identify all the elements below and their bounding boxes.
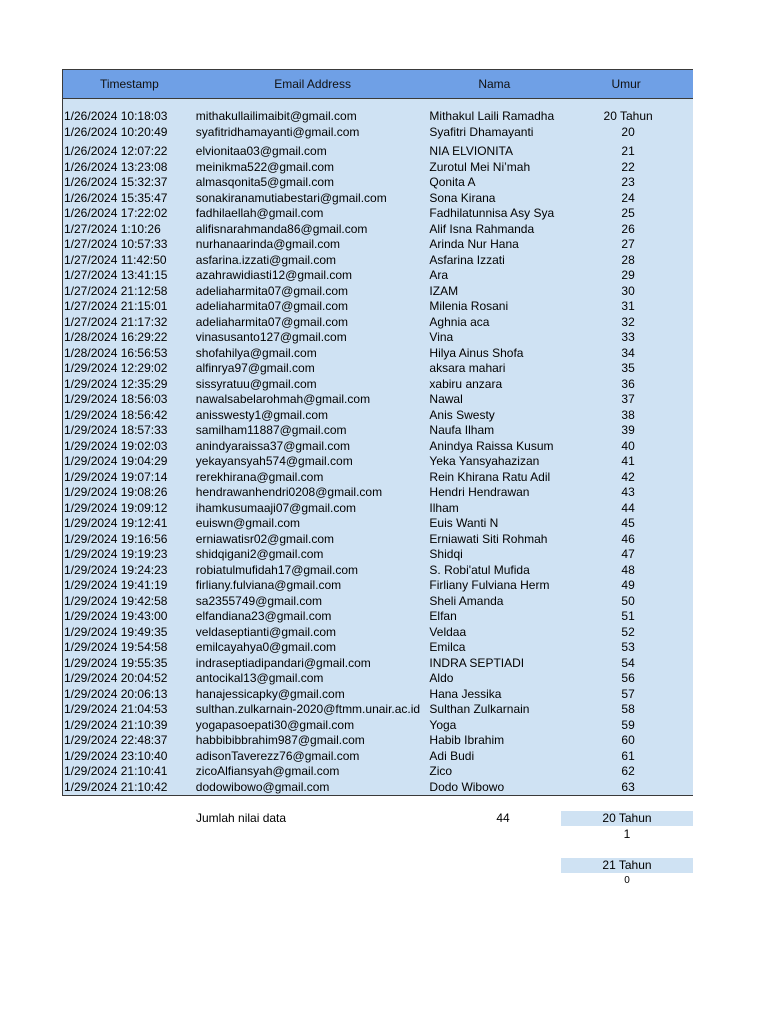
table-row <box>63 315 693 331</box>
nama-cell: Ara <box>429 268 449 282</box>
nama-cell: IZAM <box>429 283 459 298</box>
table-body <box>62 99 693 796</box>
email-cell: azahrawidiasti12@gmail.com <box>195 268 353 282</box>
timestamp-cell: 1/27/2024 11:42:50 <box>64 252 167 267</box>
table-row <box>63 125 693 141</box>
email-cell: elvionitaa03@gmail.com <box>195 144 327 158</box>
umur-cell: 58 <box>621 702 635 716</box>
header-nama: Nama <box>478 77 511 91</box>
table-row <box>63 702 693 718</box>
umur-cell: 37 <box>621 392 635 406</box>
umur-cell: 31 <box>621 299 635 313</box>
umur-cell: 33 <box>621 330 635 344</box>
timestamp-cell: 1/29/2024 19:12:41 <box>64 516 168 530</box>
header-timestamp: Timestamp <box>99 77 159 91</box>
nama-cell: S. Robi'atul Mufida <box>429 562 530 577</box>
umur-cell: 26 <box>621 221 635 236</box>
table-row <box>63 594 693 610</box>
timestamp-cell: 1/29/2024 22:48:37 <box>64 733 168 747</box>
spreadsheet-table <box>62 69 693 796</box>
timestamp-cell: 1/29/2024 21:10:42 <box>64 779 168 794</box>
nama-cell: Naufa Ilham <box>429 423 495 437</box>
umur-cell: 38 <box>621 407 635 422</box>
nama-cell: Emilca <box>429 640 466 654</box>
email-cell: alfinrya97@gmail.com <box>195 361 315 375</box>
nama-cell: Veldaa <box>429 624 467 639</box>
timestamp-cell: 1/29/2024 20:06:13 <box>64 686 168 701</box>
umur-cell: 20 <box>621 124 635 139</box>
umur-cell: 43 <box>621 485 635 499</box>
table-row <box>63 439 693 455</box>
email-cell: yogapasoepati30@gmail.com <box>195 717 355 732</box>
table-header-row <box>62 69 693 99</box>
nama-cell: Aldo <box>429 671 454 685</box>
umur-cell: 20 Tahun <box>603 109 653 123</box>
nama-cell: Yoga <box>429 717 457 732</box>
email-cell: hanajessicapky@gmail.com <box>195 686 345 701</box>
email-cell: sulthan.zulkarnain-2020@ftmm.unair.ac.id <box>195 702 421 716</box>
table-rows <box>62 99 693 796</box>
email-cell: emilcayahya0@gmail.com <box>195 640 337 654</box>
table-row <box>63 361 693 377</box>
umur-cell: 36 <box>621 376 635 391</box>
umur-cell: 22 <box>621 159 635 174</box>
email-cell: meinikma522@gmail.com <box>195 159 335 174</box>
email-cell: erniawatisr02@gmail.com <box>195 531 335 546</box>
timestamp-cell: 1/29/2024 19:24:23 <box>64 562 168 577</box>
summary-value: 44 <box>496 811 510 825</box>
table-row <box>63 268 693 284</box>
table-row <box>63 485 693 501</box>
timestamp-cell: 1/26/2024 15:32:37 <box>64 175 168 189</box>
nama-cell: Habib Ibrahim <box>429 733 505 747</box>
umur-cell: 47 <box>621 547 635 561</box>
email-cell: samilham11887@gmail.com <box>195 423 347 437</box>
timestamp-cell: 1/29/2024 19:09:12 <box>64 500 168 515</box>
umur-cell: 48 <box>621 562 635 577</box>
timestamp-cell: 1/26/2024 17:22:02 <box>64 206 168 220</box>
email-cell: adeliaharmita07@gmail.com <box>195 299 349 313</box>
umur-cell: 29 <box>621 268 635 282</box>
nama-cell: Ilham <box>429 500 459 515</box>
umur-cell: 61 <box>621 748 635 763</box>
email-cell: indraseptiadipandari@gmail.com <box>195 655 371 670</box>
timestamp-cell: 1/29/2024 19:49:35 <box>64 624 168 639</box>
timestamp-cell: 1/29/2024 19:02:03 <box>64 438 168 453</box>
table-row <box>63 718 693 734</box>
email-cell: fadhilaellah@gmail.com <box>195 206 324 220</box>
umur-cell: 59 <box>621 717 635 732</box>
email-cell: nurhanaarinda@gmail.com <box>195 237 341 251</box>
nama-cell: aksara mahari <box>429 361 506 375</box>
timestamp-cell: 1/29/2024 19:08:26 <box>64 485 168 499</box>
email-cell: anisswesty1@gmail.com <box>195 407 329 422</box>
timestamp-cell: 1/26/2024 12:07:22 <box>64 144 168 158</box>
umur-cell: 40 <box>621 438 635 453</box>
email-cell: veldaseptianti@gmail.com <box>195 624 337 639</box>
umur-cell: 35 <box>621 361 635 375</box>
table-row <box>63 687 693 703</box>
nama-cell: Hendri Hendrawan <box>429 485 530 499</box>
email-cell: sonakiranamutiabestari@gmail.com <box>195 190 387 205</box>
timestamp-cell: 1/28/2024 16:29:22 <box>64 330 168 344</box>
nama-cell: Zurotul Mei Ni’mah <box>429 159 531 174</box>
nama-cell: Syafitri Dhamayanti <box>429 124 534 139</box>
timestamp-cell: 1/29/2024 21:04:53 <box>64 702 168 716</box>
nama-cell: Vina <box>429 330 454 344</box>
umur-cell: 34 <box>621 345 635 360</box>
timestamp-cell: 1/26/2024 10:18:03 <box>64 109 168 123</box>
email-cell: euiswn@gmail.com <box>195 516 301 530</box>
table-row <box>63 733 693 749</box>
group-count-21: 0 <box>624 875 630 886</box>
table-row <box>63 144 693 160</box>
umur-cell: 30 <box>621 283 635 298</box>
nama-cell: Euis Wanti N <box>429 516 499 530</box>
header-email: Email Address <box>274 77 351 91</box>
table-row <box>63 109 693 125</box>
table-row <box>63 470 693 486</box>
summary-label: Jumlah nilai data <box>196 811 287 825</box>
umur-cell: 57 <box>621 686 635 701</box>
table-row <box>63 749 693 765</box>
email-cell: shidqigani2@gmail.com <box>195 547 324 561</box>
nama-cell: Dodo Wibowo <box>429 779 505 794</box>
timestamp-cell: 1/27/2024 13:41:15 <box>64 268 168 282</box>
nama-cell: Firliany Fulviana Herm <box>429 578 550 592</box>
table-row <box>63 532 693 548</box>
group-count-20: 1 <box>623 827 631 841</box>
timestamp-cell: 1/29/2024 19:55:35 <box>64 655 168 670</box>
email-cell: antocikal13@gmail.com <box>195 671 324 685</box>
timestamp-cell: 1/29/2024 19:41:19 <box>64 578 168 592</box>
table-row <box>63 780 693 796</box>
email-cell: habbibibbrahim987@gmail.com <box>195 733 365 747</box>
timestamp-cell: 1/29/2024 20:04:52 <box>64 671 168 685</box>
table-row <box>63 222 693 238</box>
table-row <box>63 346 693 362</box>
umur-cell: 53 <box>621 640 635 654</box>
table-row <box>63 191 693 207</box>
email-cell: asfarina.izzati@gmail.com <box>195 252 337 267</box>
timestamp-cell: 1/29/2024 19:42:58 <box>64 593 168 608</box>
timestamp-cell: 1/29/2024 19:04:29 <box>64 454 168 468</box>
nama-cell: Asfarina Izzati <box>429 252 505 267</box>
email-cell: yekayansyah574@gmail.com <box>195 454 353 468</box>
table-row <box>63 578 693 594</box>
timestamp-cell: 1/29/2024 19:16:56 <box>64 531 168 546</box>
group-label-21: 21 Tahun <box>561 858 693 873</box>
nama-cell: NIA ELVIONITA <box>429 144 513 158</box>
umur-cell: 42 <box>621 469 635 484</box>
table-row <box>63 501 693 517</box>
nama-cell: Yeka Yansyahazizan <box>429 454 540 468</box>
group-label-20: 20 Tahun <box>561 811 693 826</box>
umur-cell: 24 <box>621 190 635 205</box>
table-row <box>63 284 693 300</box>
nama-cell: Shidqi <box>429 547 463 561</box>
nama-cell: Rein Khirana Ratu Adil <box>429 469 551 484</box>
email-cell: dodowibowo@gmail.com <box>195 779 330 794</box>
umur-cell: 39 <box>621 423 635 437</box>
table-row <box>63 516 693 532</box>
nama-cell: Nawal <box>429 392 463 406</box>
timestamp-cell: 1/26/2024 15:35:47 <box>64 190 168 205</box>
umur-cell: 45 <box>621 516 635 530</box>
timestamp-cell: 1/29/2024 19:07:14 <box>64 469 168 484</box>
umur-cell: 49 <box>621 578 635 592</box>
table-row <box>63 175 693 191</box>
nama-cell: Elfan <box>429 609 457 623</box>
nama-cell: Anis Swesty <box>429 407 495 422</box>
timestamp-cell: 1/29/2024 18:56:03 <box>64 392 168 406</box>
email-cell: shofahilya@gmail.com <box>195 345 317 360</box>
email-cell: adeliaharmita07@gmail.com <box>195 314 349 329</box>
timestamp-cell: 1/29/2024 21:10:41 <box>64 764 168 778</box>
table-row <box>63 299 693 315</box>
timestamp-cell: 1/27/2024 21:12:58 <box>64 283 168 298</box>
timestamp-cell: 1/29/2024 18:57:33 <box>64 423 168 437</box>
email-cell: hendrawanhendri0208@gmail.com <box>195 485 383 499</box>
table-row <box>63 656 693 672</box>
table-row <box>63 671 693 687</box>
umur-cell: 27 <box>621 237 635 251</box>
email-cell: anindyaraissa37@gmail.com <box>195 438 351 453</box>
timestamp-cell: 1/27/2024 10:57:33 <box>64 237 168 251</box>
table-row <box>63 563 693 579</box>
table-row <box>63 408 693 424</box>
email-cell: robiatulmufidah17@gmail.com <box>195 562 359 577</box>
email-cell: zicoAlfiansyah@gmail.com <box>195 764 340 778</box>
umur-cell: 44 <box>621 500 635 515</box>
umur-cell: 62 <box>621 764 635 778</box>
timestamp-cell: 1/29/2024 19:19:23 <box>64 547 168 561</box>
timestamp-cell: 1/29/2024 19:54:58 <box>64 640 168 654</box>
email-cell: mithakullailimaibit@gmail.com <box>195 109 357 123</box>
nama-cell: Fadhilatunnisa Asy Sya <box>429 206 555 220</box>
timestamp-cell: 1/28/2024 16:56:53 <box>64 345 168 360</box>
umur-cell: 23 <box>621 175 635 189</box>
nama-cell: INDRA SEPTIADI <box>429 655 525 670</box>
umur-cell: 54 <box>621 655 635 670</box>
nama-cell: Hilya Ainus Shofa <box>429 345 524 360</box>
nama-cell: Hana Jessika <box>429 686 502 701</box>
timestamp-cell: 1/26/2024 10:20:49 <box>64 124 168 139</box>
table-row <box>63 423 693 439</box>
umur-cell: 50 <box>621 593 635 608</box>
email-cell: sissyratuu@gmail.com <box>195 376 317 391</box>
table-row <box>63 764 693 780</box>
nama-cell: Arinda Nur Hana <box>429 237 519 251</box>
table-row <box>63 160 693 176</box>
table-row <box>63 392 693 408</box>
nama-cell: Mithakul Laili Ramadha <box>429 109 555 123</box>
email-cell: vinasusanto127@gmail.com <box>195 330 347 344</box>
umur-cell: 56 <box>621 671 635 685</box>
timestamp-cell: 1/29/2024 23:10:40 <box>64 748 168 763</box>
table-row <box>63 547 693 563</box>
nama-cell: Aghnia aca <box>429 314 490 329</box>
email-cell: syafitridhamayanti@gmail.com <box>195 124 360 139</box>
table-row <box>63 377 693 393</box>
table-row <box>63 454 693 470</box>
umur-cell: 51 <box>621 609 635 623</box>
nama-cell: Qonita A <box>429 175 476 189</box>
table-row <box>63 640 693 656</box>
nama-cell: Adi Budi <box>429 748 475 763</box>
timestamp-cell: 1/29/2024 12:35:29 <box>64 376 168 391</box>
email-cell: firliany.fulviana@gmail.com <box>195 578 342 592</box>
email-cell: adisonTaverezz76@gmail.com <box>195 748 360 763</box>
table-row <box>63 625 693 641</box>
umur-cell: 63 <box>621 779 635 794</box>
umur-cell: 46 <box>621 531 635 546</box>
table-row <box>63 237 693 253</box>
timestamp-cell: 1/27/2024 21:15:01 <box>64 299 168 313</box>
email-cell: nawalsabelarohmah@gmail.com <box>195 392 371 406</box>
umur-cell: 41 <box>621 454 635 468</box>
nama-cell: Anindya Raissa Kusum <box>429 438 554 453</box>
timestamp-cell: 1/29/2024 18:56:42 <box>64 407 168 422</box>
email-cell: ihamkusumaaji07@gmail.com <box>195 500 357 515</box>
timestamp-cell: 1/27/2024 21:17:32 <box>64 314 168 329</box>
email-cell: almasqonita5@gmail.com <box>195 175 335 189</box>
table-row <box>63 253 693 269</box>
umur-cell: 52 <box>621 624 635 639</box>
timestamp-cell: 1/26/2024 13:23:08 <box>64 159 168 174</box>
nama-cell: Milenia Rosani <box>429 299 509 313</box>
email-cell: adeliaharmita07@gmail.com <box>195 283 349 298</box>
table-row <box>63 609 693 625</box>
umur-cell: 21 <box>621 144 635 158</box>
email-cell: elfandiana23@gmail.com <box>195 609 332 623</box>
email-cell: alifisnarahmanda86@gmail.com <box>195 221 368 236</box>
table-row <box>63 330 693 346</box>
timestamp-cell: 1/29/2024 21:10:39 <box>64 717 168 732</box>
nama-cell: Alif Isna Rahmanda <box>429 221 535 236</box>
table-row <box>63 206 693 222</box>
timestamp-cell: 1/29/2024 19:43:00 <box>64 609 168 623</box>
nama-cell: Sona Kirana <box>429 190 496 205</box>
umur-cell: 28 <box>621 252 635 267</box>
timestamp-cell: 1/27/2024 1:10:26 <box>64 221 161 236</box>
timestamp-cell: 1/29/2024 12:29:02 <box>64 361 168 375</box>
nama-cell: Erniawati Siti Rohmah <box>429 531 548 546</box>
nama-cell: xabiru anzara <box>429 376 503 391</box>
nama-cell: Sheli Amanda <box>429 593 504 608</box>
umur-cell: 60 <box>621 733 635 747</box>
header-umur: Umur <box>611 77 641 91</box>
nama-cell: Zico <box>429 764 453 778</box>
umur-cell: 25 <box>621 206 635 220</box>
email-cell: rerekhirana@gmail.com <box>195 469 324 484</box>
email-cell: sa2355749@gmail.com <box>195 593 323 608</box>
umur-cell: 32 <box>621 314 635 329</box>
nama-cell: Sulthan Zulkarnain <box>429 702 530 716</box>
